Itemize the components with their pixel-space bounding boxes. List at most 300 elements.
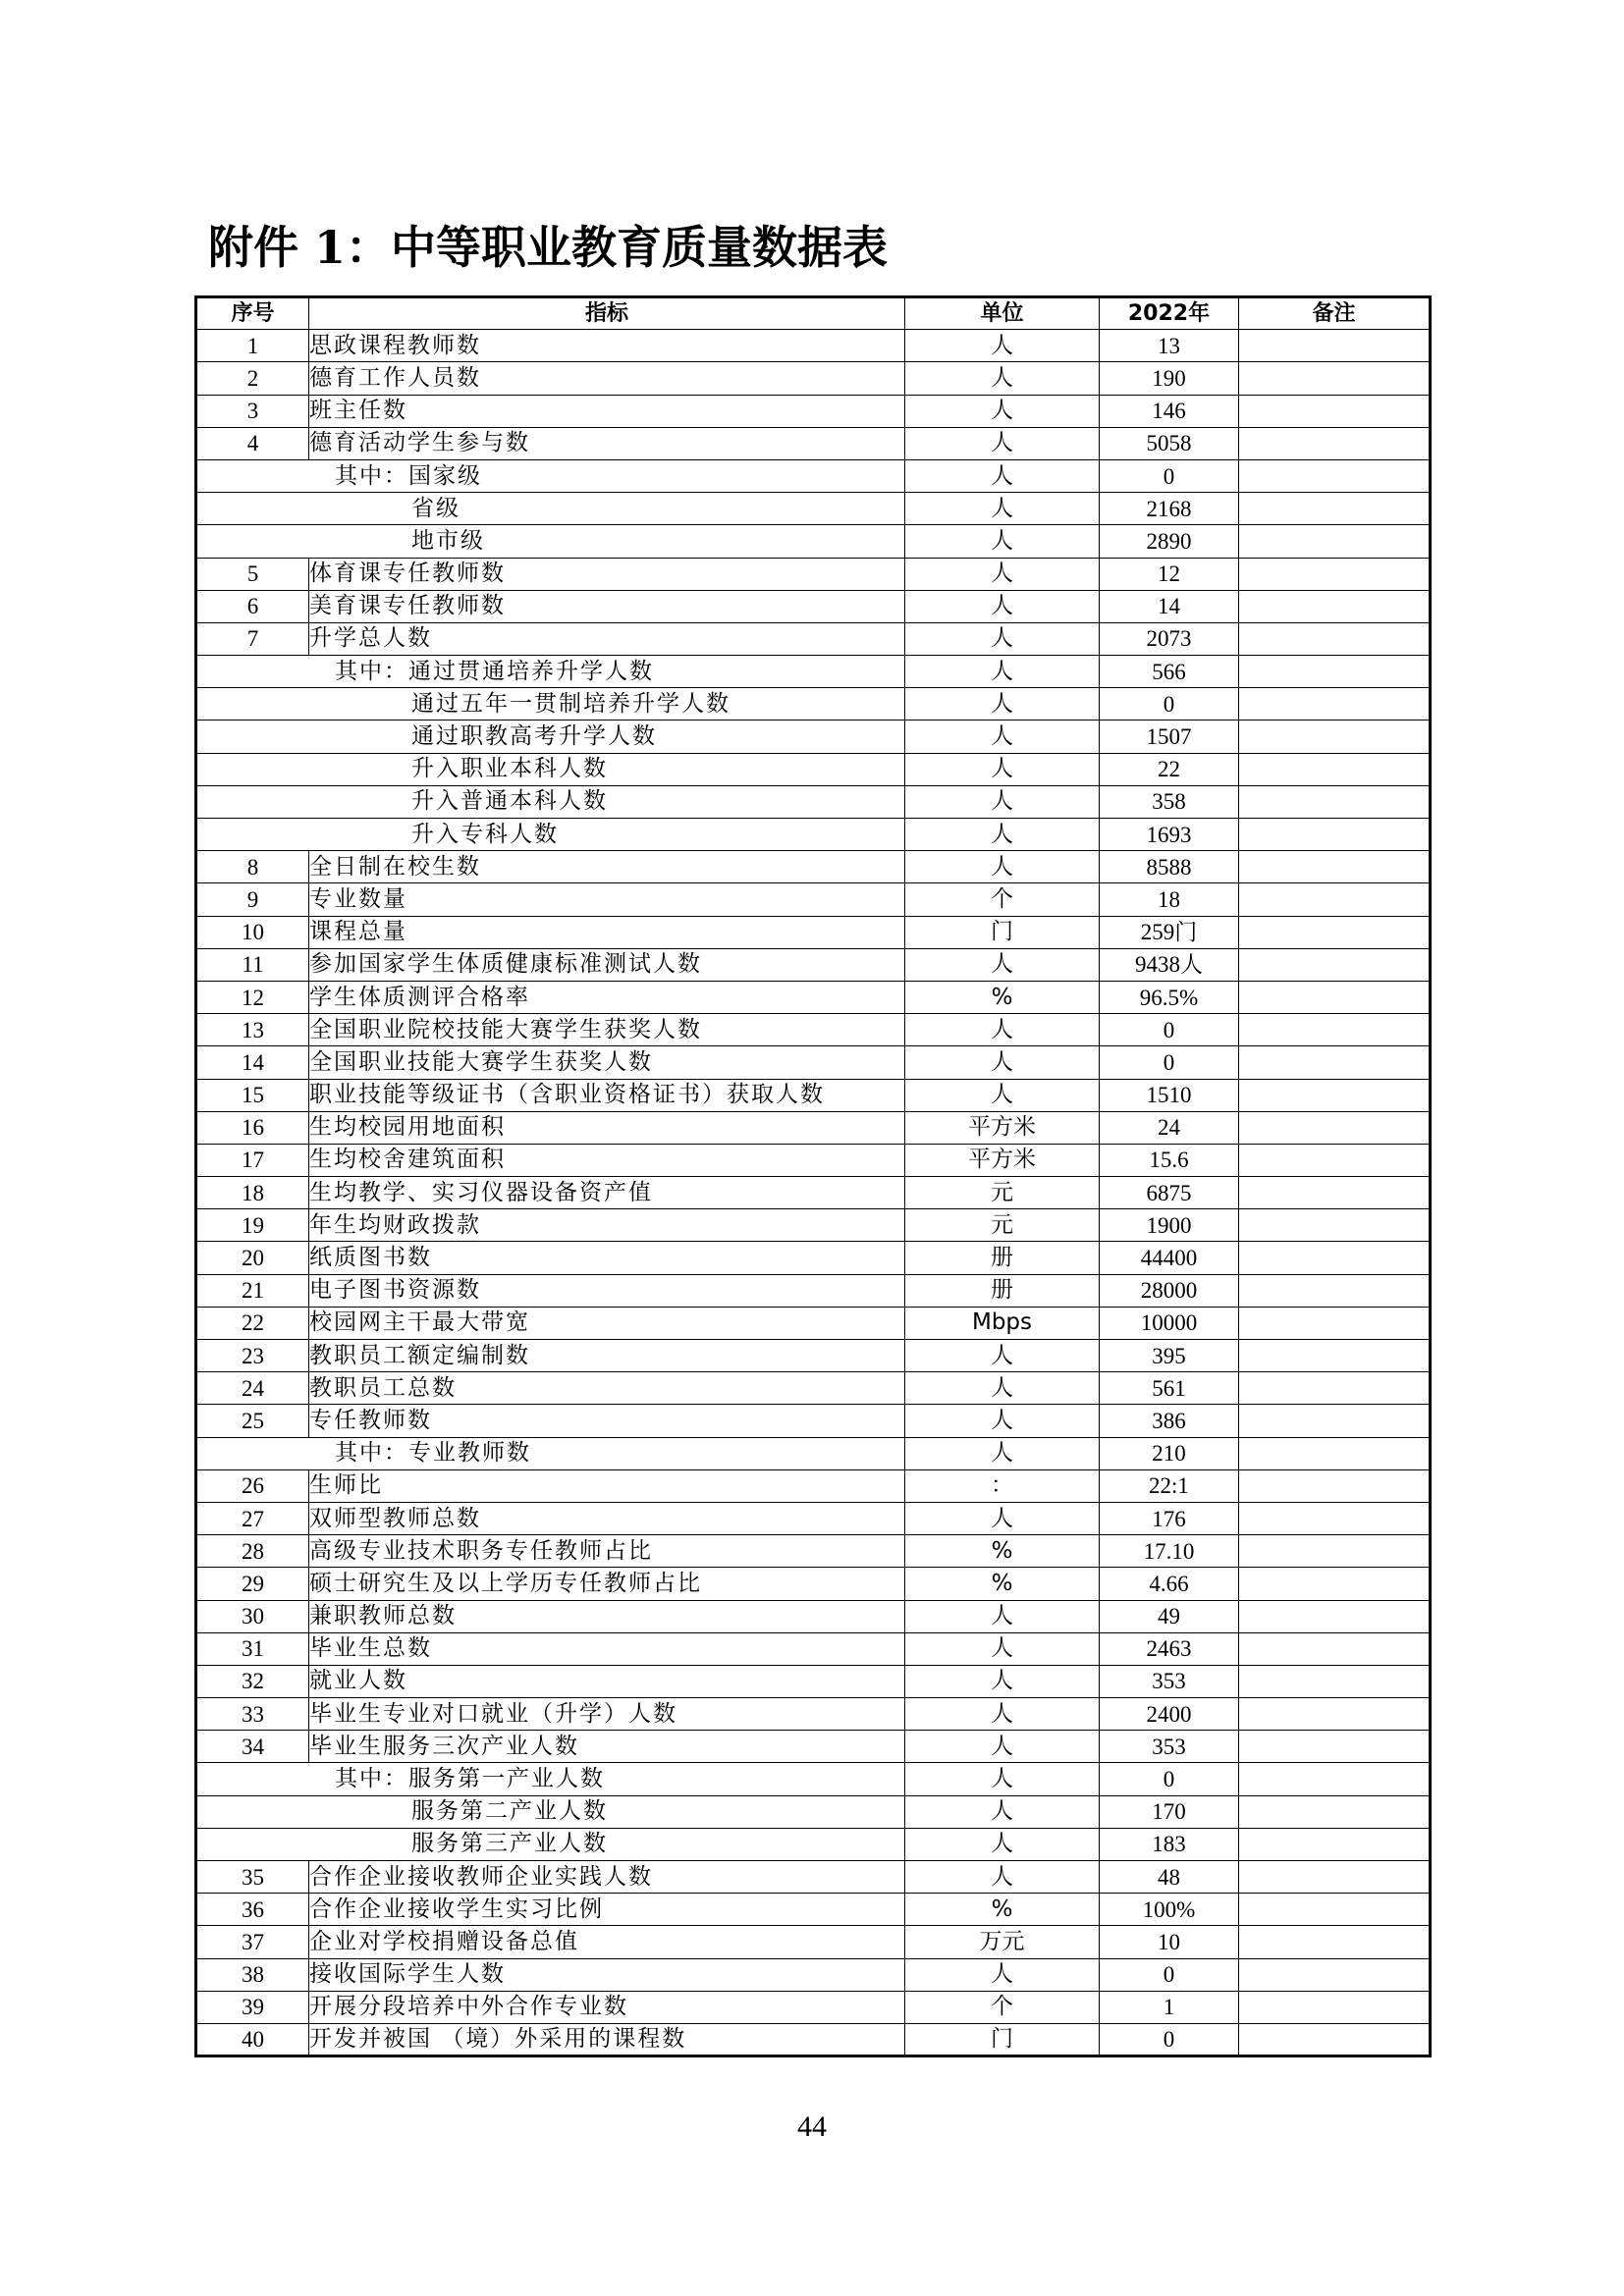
indicator-cell: 全国职业技能大赛学生获奖人数 — [309, 1046, 905, 1079]
note-cell — [1239, 1861, 1431, 1894]
row-number-cell: 10 — [196, 916, 309, 948]
indicator-cell: 年生均财政拨款 — [309, 1209, 905, 1242]
value-cell: 13 — [1100, 330, 1239, 362]
table-row — [196, 1632, 1431, 1665]
table-subrow — [196, 1795, 1431, 1828]
table-row — [196, 558, 1431, 590]
table-row — [196, 883, 1431, 916]
note-cell — [1239, 1535, 1431, 1568]
unit-cell: % — [905, 1894, 1100, 1926]
note-cell — [1239, 427, 1431, 459]
indicator-cell: 毕业生专业对口就业（升学）人数 — [309, 1698, 905, 1731]
table-row — [196, 851, 1431, 883]
note-cell — [1239, 819, 1431, 851]
note-cell — [1239, 785, 1431, 818]
unit-cell: 人 — [905, 1665, 1100, 1697]
unit-cell: 人 — [905, 1405, 1100, 1437]
indicator-cell: 生师比 — [309, 1469, 905, 1502]
note-cell — [1239, 883, 1431, 916]
unit-cell: 人 — [905, 1632, 1100, 1665]
value-cell: 561 — [1100, 1372, 1239, 1405]
table-body — [196, 330, 1431, 2056]
indicator-cell: 课程总量 — [309, 916, 905, 948]
table-row — [196, 1665, 1431, 1697]
page-title: 附件 1：中等职业教育质量数据表 — [208, 221, 889, 274]
note-cell — [1239, 330, 1431, 362]
value-cell: 1 — [1100, 1991, 1239, 2023]
value-cell: 2463 — [1100, 1632, 1239, 1665]
unit-cell: 人 — [905, 1340, 1100, 1372]
unit-cell: 人 — [905, 819, 1100, 851]
note-cell — [1239, 1209, 1431, 1242]
table-row — [196, 1144, 1431, 1176]
row-number-cell: 18 — [196, 1177, 309, 1209]
note-cell — [1239, 1372, 1431, 1405]
table-row — [196, 948, 1431, 981]
note-cell — [1239, 1568, 1431, 1600]
unit-cell: 人 — [905, 1372, 1100, 1405]
table-subrow — [196, 819, 1431, 851]
unit-cell: 人 — [905, 1079, 1100, 1111]
unit-cell: 个 — [905, 1991, 1100, 2023]
note-cell — [1239, 362, 1431, 395]
note-cell — [1239, 2023, 1431, 2056]
table-row — [196, 1274, 1431, 1307]
value-cell: 4.66 — [1100, 1568, 1239, 1600]
note-cell — [1239, 1469, 1431, 1502]
unit-cell: 人 — [905, 851, 1100, 883]
indicator-cell: 升入职业本科人数 — [196, 753, 905, 785]
note-cell — [1239, 1046, 1431, 1079]
table-row — [196, 1111, 1431, 1144]
note-cell — [1239, 1632, 1431, 1665]
indicator-cell: 电子图书资源数 — [309, 1274, 905, 1307]
table-subrow — [196, 785, 1431, 818]
indicator-cell: 地市级 — [196, 525, 905, 558]
value-cell: 22:1 — [1100, 1469, 1239, 1502]
table-row — [196, 1014, 1431, 1046]
header-unit: 单位 — [905, 297, 1100, 330]
row-number-cell: 30 — [196, 1600, 309, 1632]
unit-cell: 人 — [905, 1014, 1100, 1046]
unit-cell: Mbps — [905, 1307, 1100, 1339]
unit-cell: % — [905, 1535, 1100, 1568]
indicator-cell: 思政课程教师数 — [309, 330, 905, 362]
indicator-cell: 通过五年一贯制培养升学人数 — [196, 688, 905, 721]
value-cell: 8588 — [1100, 851, 1239, 883]
row-number-cell: 4 — [196, 427, 309, 459]
note-cell — [1239, 525, 1431, 558]
unit-cell: 个 — [905, 883, 1100, 916]
unit-cell: 人 — [905, 622, 1100, 655]
value-cell: 18 — [1100, 883, 1239, 916]
value-cell: 12 — [1100, 558, 1239, 590]
unit-cell: 人 — [905, 1861, 1100, 1894]
table-row — [196, 1926, 1431, 1958]
indicator-cell: 企业对学校捐赠设备总值 — [309, 1926, 905, 1958]
value-cell: 146 — [1100, 395, 1239, 427]
value-cell: 358 — [1100, 785, 1239, 818]
row-number-cell: 26 — [196, 1469, 309, 1502]
table-row — [196, 1698, 1431, 1731]
table-row — [196, 1991, 1431, 2023]
row-number-cell: 28 — [196, 1535, 309, 1568]
note-cell — [1239, 1958, 1431, 1991]
note-cell — [1239, 1795, 1431, 1828]
unit-cell: 人 — [905, 330, 1100, 362]
row-number-cell: 1 — [196, 330, 309, 362]
indicator-cell: 升学总人数 — [309, 622, 905, 655]
indicator-cell: 升入普通本科人数 — [196, 785, 905, 818]
note-cell — [1239, 622, 1431, 655]
unit-cell: 人 — [905, 1763, 1100, 1795]
indicator-cell: 参加国家学生体质健康标准测试人数 — [309, 948, 905, 981]
indicator-cell: 开发并被国 （境）外采用的课程数 — [309, 2023, 905, 2056]
value-cell: 96.5% — [1100, 981, 1239, 1013]
indicator-cell: 其中：服务第一产业人数 — [196, 1763, 905, 1795]
note-cell — [1239, 1340, 1431, 1372]
note-cell — [1239, 916, 1431, 948]
unit-cell: % — [905, 1568, 1100, 1600]
table-row — [196, 1046, 1431, 1079]
indicator-cell: 兼职教师总数 — [309, 1600, 905, 1632]
header-year: 2022年 — [1100, 297, 1239, 330]
note-cell — [1239, 1242, 1431, 1274]
row-number-cell: 6 — [196, 590, 309, 622]
value-cell: 15.6 — [1100, 1144, 1239, 1176]
note-cell — [1239, 1698, 1431, 1731]
indicator-cell: 高级专业技术职务专任教师占比 — [309, 1535, 905, 1568]
table-row — [196, 395, 1431, 427]
value-cell: 17.10 — [1100, 1535, 1239, 1568]
unit-cell: 人 — [905, 656, 1100, 688]
note-cell — [1239, 1731, 1431, 1763]
value-cell: 1693 — [1100, 819, 1239, 851]
value-cell: 1510 — [1100, 1079, 1239, 1111]
note-cell — [1239, 459, 1431, 492]
note-cell — [1239, 1079, 1431, 1111]
value-cell: 49 — [1100, 1600, 1239, 1632]
value-cell: 24 — [1100, 1111, 1239, 1144]
note-cell — [1239, 1991, 1431, 2023]
table-subrow — [196, 1763, 1431, 1795]
indicator-cell: 通过职教高考升学人数 — [196, 721, 905, 753]
value-cell: 0 — [1100, 688, 1239, 721]
table-row — [196, 1861, 1431, 1894]
note-cell — [1239, 1111, 1431, 1144]
indicator-cell: 德育工作人员数 — [309, 362, 905, 395]
note-cell — [1239, 753, 1431, 785]
unit-cell: 人 — [905, 1795, 1100, 1828]
table-row — [196, 1502, 1431, 1534]
indicator-cell: 德育活动学生参与数 — [309, 427, 905, 459]
row-number-cell: 8 — [196, 851, 309, 883]
row-number-cell: 39 — [196, 1991, 309, 2023]
value-cell: 170 — [1100, 1795, 1239, 1828]
note-cell — [1239, 1600, 1431, 1632]
unit-cell: 人 — [905, 1828, 1100, 1860]
row-number-cell: 22 — [196, 1307, 309, 1339]
value-cell: 22 — [1100, 753, 1239, 785]
value-cell: 183 — [1100, 1828, 1239, 1860]
note-cell — [1239, 590, 1431, 622]
value-cell: 176 — [1100, 1502, 1239, 1534]
indicator-cell: 专业数量 — [309, 883, 905, 916]
value-cell: 0 — [1100, 1046, 1239, 1079]
value-cell: 0 — [1100, 459, 1239, 492]
unit-cell: 人 — [905, 590, 1100, 622]
row-number-cell: 29 — [196, 1568, 309, 1600]
header-note: 备注 — [1239, 297, 1431, 330]
unit-cell: 万元 — [905, 1926, 1100, 1958]
table-subrow — [196, 459, 1431, 492]
table-row — [196, 916, 1431, 948]
row-number-cell: 17 — [196, 1144, 309, 1176]
value-cell: 2400 — [1100, 1698, 1239, 1731]
row-number-cell: 24 — [196, 1372, 309, 1405]
table-row — [196, 1177, 1431, 1209]
table-row — [196, 1731, 1431, 1763]
value-cell: 1507 — [1100, 721, 1239, 753]
value-cell: 5058 — [1100, 427, 1239, 459]
unit-cell: 人 — [905, 493, 1100, 525]
unit-cell: 册 — [905, 1274, 1100, 1307]
unit-cell: 人 — [905, 525, 1100, 558]
row-number-cell: 15 — [196, 1079, 309, 1111]
note-cell — [1239, 688, 1431, 721]
indicator-cell: 服务第二产业人数 — [196, 1795, 905, 1828]
table-row — [196, 1405, 1431, 1437]
note-cell — [1239, 851, 1431, 883]
indicator-cell: 升入专科人数 — [196, 819, 905, 851]
table-row — [196, 1209, 1431, 1242]
note-cell — [1239, 981, 1431, 1013]
table-row — [196, 427, 1431, 459]
note-cell — [1239, 1405, 1431, 1437]
indicator-cell: 美育课专任教师数 — [309, 590, 905, 622]
indicator-cell: 接收国际学生人数 — [309, 1958, 905, 1991]
value-cell: 0 — [1100, 1014, 1239, 1046]
indicator-cell: 教职员工总数 — [309, 1372, 905, 1405]
value-cell: 48 — [1100, 1861, 1239, 1894]
indicator-cell: 开展分段培养中外合作专业数 — [309, 1991, 905, 2023]
table-row — [196, 1079, 1431, 1111]
indicator-cell: 体育课专任教师数 — [309, 558, 905, 590]
indicator-cell: 其中：通过贯通培养升学人数 — [196, 656, 905, 688]
indicator-cell: 其中：国家级 — [196, 459, 905, 492]
indicator-cell: 就业人数 — [309, 1665, 905, 1697]
value-cell: 14 — [1100, 590, 1239, 622]
value-cell: 395 — [1100, 1340, 1239, 1372]
note-cell — [1239, 1828, 1431, 1860]
value-cell: 6875 — [1100, 1177, 1239, 1209]
indicator-cell: 硕士研究生及以上学历专任教师占比 — [309, 1568, 905, 1600]
unit-cell: 人 — [905, 1437, 1100, 1469]
table-row — [196, 330, 1431, 362]
unit-cell: ： — [905, 1469, 1100, 1502]
table-row — [196, 1894, 1431, 1926]
value-cell: 353 — [1100, 1665, 1239, 1697]
value-cell: 0 — [1100, 1958, 1239, 1991]
indicator-cell: 省级 — [196, 493, 905, 525]
table-subrow — [196, 753, 1431, 785]
table-row — [196, 1307, 1431, 1339]
note-cell — [1239, 721, 1431, 753]
note-cell — [1239, 1763, 1431, 1795]
row-number-cell: 20 — [196, 1242, 309, 1274]
unit-cell: 人 — [905, 1502, 1100, 1534]
unit-cell: 元 — [905, 1177, 1100, 1209]
table-row — [196, 1340, 1431, 1372]
table-subrow — [196, 721, 1431, 753]
row-number-cell: 5 — [196, 558, 309, 590]
value-cell: 1900 — [1100, 1209, 1239, 1242]
row-number-cell: 9 — [196, 883, 309, 916]
value-cell: 353 — [1100, 1731, 1239, 1763]
note-cell — [1239, 1014, 1431, 1046]
unit-cell: 人 — [905, 558, 1100, 590]
indicator-cell: 合作企业接收教师企业实践人数 — [309, 1861, 905, 1894]
value-cell: 10 — [1100, 1926, 1239, 1958]
table-row — [196, 1568, 1431, 1600]
note-cell — [1239, 1144, 1431, 1176]
table-row — [196, 622, 1431, 655]
indicator-cell: 职业技能等级证书（含职业资格证书）获取人数 — [309, 1079, 905, 1111]
value-cell: 0 — [1100, 1763, 1239, 1795]
indicator-cell: 学生体质测评合格率 — [309, 981, 905, 1013]
page-number: 44 — [797, 2110, 827, 2143]
value-cell: 190 — [1100, 362, 1239, 395]
table-row — [196, 1469, 1431, 1502]
row-number-cell: 33 — [196, 1698, 309, 1731]
note-cell — [1239, 1177, 1431, 1209]
value-cell: 259门 — [1100, 916, 1239, 948]
row-number-cell: 11 — [196, 948, 309, 981]
table-subrow — [196, 1437, 1431, 1469]
quality-data-table — [194, 295, 1432, 2057]
unit-cell: 平方米 — [905, 1111, 1100, 1144]
row-number-cell: 35 — [196, 1861, 309, 1894]
row-number-cell: 32 — [196, 1665, 309, 1697]
row-number-cell: 37 — [196, 1926, 309, 1958]
table-subrow — [196, 688, 1431, 721]
table-row — [196, 1535, 1431, 1568]
unit-cell: 册 — [905, 1242, 1100, 1274]
value-cell: 10000 — [1100, 1307, 1239, 1339]
value-cell: 44400 — [1100, 1242, 1239, 1274]
note-cell — [1239, 1437, 1431, 1469]
row-number-cell: 27 — [196, 1502, 309, 1534]
table-subrow — [196, 493, 1431, 525]
note-cell — [1239, 1926, 1431, 1958]
value-cell: 2073 — [1100, 622, 1239, 655]
indicator-cell: 毕业生总数 — [309, 1632, 905, 1665]
unit-cell: 人 — [905, 1731, 1100, 1763]
note-cell — [1239, 656, 1431, 688]
unit-cell: 门 — [905, 2023, 1100, 2056]
row-number-cell: 14 — [196, 1046, 309, 1079]
value-cell: 566 — [1100, 656, 1239, 688]
unit-cell: 人 — [905, 459, 1100, 492]
unit-cell: 人 — [905, 1046, 1100, 1079]
indicator-cell: 双师型教师总数 — [309, 1502, 905, 1534]
unit-cell: % — [905, 981, 1100, 1013]
indicator-cell: 班主任数 — [309, 395, 905, 427]
header-no: 序号 — [196, 297, 309, 330]
note-cell — [1239, 558, 1431, 590]
indicator-cell: 纸质图书数 — [309, 1242, 905, 1274]
indicator-cell: 教职员工额定编制数 — [309, 1340, 905, 1372]
unit-cell: 人 — [905, 721, 1100, 753]
row-number-cell: 23 — [196, 1340, 309, 1372]
row-number-cell: 19 — [196, 1209, 309, 1242]
indicator-cell: 校园网主干最大带宽 — [309, 1307, 905, 1339]
row-number-cell: 13 — [196, 1014, 309, 1046]
indicator-cell: 生均校园用地面积 — [309, 1111, 905, 1144]
row-number-cell: 36 — [196, 1894, 309, 1926]
value-cell: 100% — [1100, 1894, 1239, 1926]
note-cell — [1239, 1274, 1431, 1307]
note-cell — [1239, 493, 1431, 525]
note-cell — [1239, 1894, 1431, 1926]
row-number-cell: 34 — [196, 1731, 309, 1763]
row-number-cell: 2 — [196, 362, 309, 395]
table-subrow — [196, 1828, 1431, 1860]
unit-cell: 人 — [905, 1958, 1100, 1991]
note-cell — [1239, 1665, 1431, 1697]
value-cell: 9438人 — [1100, 948, 1239, 981]
indicator-cell: 全国职业院校技能大赛学生获奖人数 — [309, 1014, 905, 1046]
table-header-row — [196, 297, 1431, 330]
unit-cell: 人 — [905, 362, 1100, 395]
row-number-cell: 3 — [196, 395, 309, 427]
note-cell — [1239, 1502, 1431, 1534]
row-number-cell: 38 — [196, 1958, 309, 1991]
value-cell: 210 — [1100, 1437, 1239, 1469]
value-cell: 2168 — [1100, 493, 1239, 525]
unit-cell: 人 — [905, 753, 1100, 785]
row-number-cell: 25 — [196, 1405, 309, 1437]
unit-cell: 人 — [905, 427, 1100, 459]
table-row — [196, 362, 1431, 395]
table-row — [196, 1372, 1431, 1405]
row-number-cell: 12 — [196, 981, 309, 1013]
value-cell: 386 — [1100, 1405, 1239, 1437]
indicator-cell: 生均教学、实习仪器设备资产值 — [309, 1177, 905, 1209]
unit-cell: 人 — [905, 395, 1100, 427]
indicator-cell: 合作企业接收学生实习比例 — [309, 1894, 905, 1926]
unit-cell: 平方米 — [905, 1144, 1100, 1176]
unit-cell: 人 — [905, 688, 1100, 721]
table-subrow — [196, 525, 1431, 558]
table-row — [196, 1600, 1431, 1632]
table-row — [196, 2023, 1431, 2056]
unit-cell: 人 — [905, 1600, 1100, 1632]
unit-cell: 人 — [905, 948, 1100, 981]
value-cell: 2890 — [1100, 525, 1239, 558]
table-row — [196, 1958, 1431, 1991]
value-cell: 28000 — [1100, 1274, 1239, 1307]
indicator-cell: 毕业生服务三次产业人数 — [309, 1731, 905, 1763]
table-subrow — [196, 656, 1431, 688]
note-cell — [1239, 1307, 1431, 1339]
row-number-cell: 16 — [196, 1111, 309, 1144]
row-number-cell: 40 — [196, 2023, 309, 2056]
note-cell — [1239, 948, 1431, 981]
unit-cell: 人 — [905, 1698, 1100, 1731]
indicator-cell: 全日制在校生数 — [309, 851, 905, 883]
note-cell — [1239, 395, 1431, 427]
